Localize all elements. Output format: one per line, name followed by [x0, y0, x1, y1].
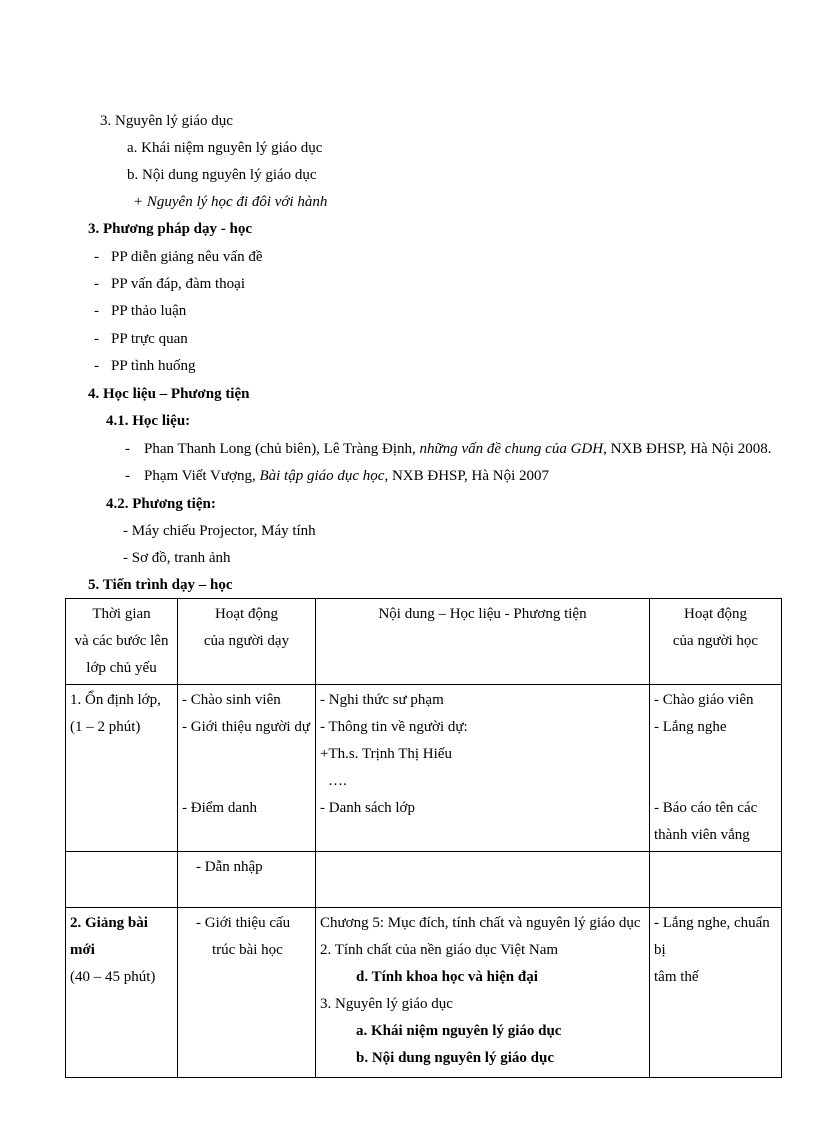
step-label: 2. Giảng bài mới [70, 915, 148, 958]
cell-step [66, 685, 178, 852]
cell-line: - Chào sinh viên [182, 692, 281, 708]
header-text: của người học [672, 633, 759, 649]
cell-line: - Lắng nghe, chuẩn bị [654, 915, 770, 958]
method-item: PP trực quan [111, 331, 188, 347]
cell-line: - Dẫn nhập [196, 859, 263, 875]
cell-content [316, 908, 650, 1078]
header-content [316, 599, 650, 685]
method-item: PP tình huống [111, 358, 196, 374]
table-header-row [66, 599, 782, 685]
cell-line: a. Khái niệm nguyên lý giáo dục [356, 1023, 562, 1039]
bullet-dash: - [94, 249, 99, 265]
bullet-dash: - [94, 331, 99, 347]
cell-line: - Điểm danh [182, 800, 257, 816]
cell-student [650, 908, 782, 1078]
cell-line: 2. Tính chất của nền giáo dục Việt Nam [320, 942, 559, 958]
reference-1-publisher: , NXB ĐHSP, Hà Nội 2008. [603, 441, 772, 457]
cell-spacer [654, 768, 777, 795]
cell-step [66, 908, 178, 1078]
step-label: 1. Ổn định lớp, [70, 692, 161, 708]
header-text: Hoạt động [684, 606, 747, 622]
cell-spacer [182, 741, 311, 768]
lesson-plan-table [65, 598, 782, 1078]
cell-content [316, 685, 650, 852]
header-text: và các bước lên [74, 633, 169, 649]
table-row [66, 685, 782, 852]
cell-line: trúc bài học [212, 942, 283, 958]
equipment-2: - Sơ đồ, tranh ảnh [123, 550, 231, 566]
cell-line: …. [328, 773, 347, 789]
cell-line: - Nghi thức sư phạm [320, 692, 444, 708]
bullet-dash: - [94, 358, 99, 374]
cell-line: 3. Nguyên lý giáo dục [320, 996, 453, 1012]
header-student-activity [650, 599, 782, 685]
outline-item-3b-sub: + Nguyên lý học đi đôi với hành [133, 194, 328, 210]
header-teacher-activity [178, 599, 316, 685]
cell-step [66, 852, 178, 908]
cell-student [650, 852, 782, 908]
bullet-dash: - [94, 276, 99, 292]
process-heading: 5. Tiến trình dạy – học [88, 577, 233, 593]
reference-1-title: những vấn đề chung của GDH [419, 441, 604, 457]
materials-sub1: 4.1. Học liệu: [106, 413, 191, 429]
method-item: PP vấn đáp, đàm thoại [111, 276, 246, 292]
cell-line: - Giới thiệu cấu [196, 915, 291, 931]
cell-student [650, 685, 782, 852]
bullet-dash: - [125, 468, 130, 484]
step-duration: (1 – 2 phút) [70, 719, 141, 735]
cell-line: +Th.s. Trịnh Thị Hiếu [320, 746, 452, 762]
cell-line: - Danh sách lớp [320, 800, 415, 816]
cell-content [316, 852, 650, 908]
cell-line: - Chào giáo viên [654, 692, 754, 708]
outline-item-3a: a. Khái niệm nguyên lý giáo dục [127, 140, 323, 156]
header-text: của người dạy [203, 633, 290, 649]
outline-item-3: 3. Nguyên lý giáo dục [100, 113, 233, 129]
header-text: Thời gian [92, 606, 151, 622]
bullet-dash: - [125, 441, 130, 457]
cell-line: thành viên vắng [654, 827, 750, 843]
cell-teacher [178, 908, 316, 1078]
cell-line: - Lắng nghe [654, 719, 727, 735]
reference-2-title: Bài tập giáo dục học [259, 468, 385, 484]
cell-teacher [178, 852, 316, 908]
cell-line: - Giới thiệu người dự [182, 719, 310, 735]
outline-item-3b: b. Nội dung nguyên lý giáo dục [127, 167, 317, 183]
materials-sub2: 4.2. Phương tiện: [106, 496, 216, 512]
method-item: PP thảo luận [111, 303, 187, 319]
bullet-dash: - [94, 303, 99, 319]
step-duration: (40 – 45 phút) [70, 969, 156, 985]
cell-line: tâm thế [654, 969, 699, 985]
cell-line: d. Tính khoa học và hiện đại [356, 969, 538, 985]
cell-spacer [182, 768, 311, 795]
reference-2 [144, 467, 549, 485]
header-time-steps [66, 599, 178, 685]
cell-line: b. Nội dung nguyên lý giáo dục [356, 1050, 554, 1066]
cell-teacher [178, 685, 316, 852]
table-row [66, 852, 782, 908]
reference-1 [144, 440, 771, 458]
cell-line: Chương 5: Mục đích, tính chất và nguyên lý giáo dục [320, 915, 641, 931]
reference-2-publisher: , NXB ĐHSP, Hà Nội 2007 [384, 468, 550, 484]
header-text: lớp chủ yếu [86, 660, 157, 676]
cell-line: - Thông tin về người dự: [320, 719, 468, 735]
reference-1-authors: Phan Thanh Long (chủ biên), Lê Tràng Định, [144, 441, 420, 457]
header-text: Nội dung – Học liệu - Phương tiện [378, 606, 587, 622]
reference-2-authors: Phạm Viết Vượng, [144, 468, 260, 484]
header-text: Hoạt động [215, 606, 278, 622]
method-item: PP diễn giảng nêu vấn đề [111, 249, 263, 265]
equipment-1: - Máy chiếu Projector, Máy tính [123, 523, 316, 539]
methods-heading: 3. Phương pháp dạy - học [88, 221, 253, 237]
cell-line: - Báo cáo tên các [654, 800, 758, 816]
materials-heading: 4. Học liệu – Phương tiện [88, 386, 250, 402]
cell-spacer [654, 741, 777, 768]
table-row [66, 908, 782, 1078]
